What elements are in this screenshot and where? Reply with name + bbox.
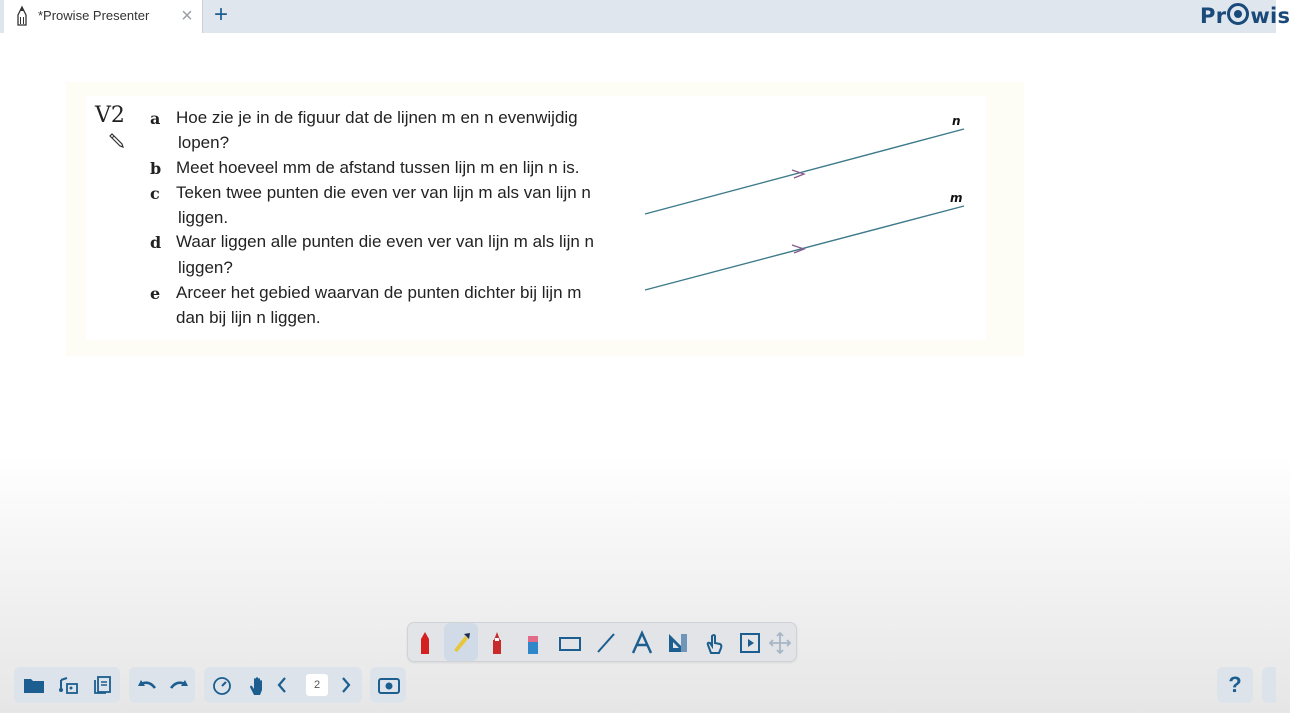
- logo-text-end: wis: [1250, 4, 1290, 28]
- screenshot-group: [370, 667, 406, 703]
- tool-palette: [407, 622, 797, 662]
- file-tools-group: [14, 667, 120, 703]
- question-c-line-2: liggen.: [178, 208, 229, 227]
- rectangle-icon: [559, 632, 581, 654]
- label-n: n: [952, 114, 961, 128]
- question-letter-e: e: [150, 284, 161, 303]
- question-c-line-1: Teken twee punten die even ver van lijn m als van lijn n: [176, 183, 591, 202]
- document-tab[interactable]: [4, 0, 203, 33]
- navigation-group: [204, 667, 362, 703]
- question-b-line-1: Meet hoeveel mm de afstand tussen lijn m en lijn n is.: [176, 158, 580, 177]
- frame-tool[interactable]: [732, 623, 766, 661]
- text-icon: [631, 632, 653, 654]
- line-tool[interactable]: [588, 623, 622, 661]
- question-letter-d: d: [150, 233, 162, 252]
- move-tool[interactable]: [762, 623, 796, 661]
- question-letter-b: b: [150, 159, 162, 178]
- page-number[interactable]: 2: [306, 674, 328, 696]
- move-icon: [769, 632, 791, 654]
- camera-icon: [378, 676, 400, 694]
- media-library-button[interactable]: [50, 667, 84, 703]
- undo-button[interactable]: [129, 667, 163, 703]
- screenshot-button[interactable]: [370, 667, 404, 703]
- pages-overview-button[interactable]: [84, 667, 118, 703]
- question-d-line-1: Waar liggen alle punten die even ver van lijn m als lijn n: [176, 232, 594, 251]
- title-bar: [0, 0, 1290, 33]
- eraser-icon: [523, 632, 543, 654]
- question-letter-c: c: [150, 184, 160, 203]
- timer-button[interactable]: [204, 667, 238, 703]
- text-tool[interactable]: [624, 623, 658, 661]
- parallel-lines-figure: [640, 108, 980, 304]
- media-icon: [58, 676, 78, 694]
- question-d-line-2: liggen?: [178, 258, 233, 277]
- prowise-logo: [1200, 3, 1290, 28]
- question-a-line-2: lopen?: [178, 133, 230, 152]
- geometry-tool[interactable]: [660, 623, 694, 661]
- dial-icon: [212, 676, 232, 696]
- chevron-left-icon: [276, 676, 288, 694]
- close-tab-icon[interactable]: ×: [181, 5, 193, 27]
- line-m: [645, 206, 964, 290]
- history-group: [129, 667, 195, 703]
- pages-icon: [92, 676, 112, 694]
- rectangle-tool[interactable]: [552, 623, 586, 661]
- previous-page-button[interactable]: [270, 667, 294, 703]
- next-page-button[interactable]: [334, 667, 358, 703]
- touch-tool[interactable]: [696, 623, 730, 661]
- red-pencil-icon: [415, 632, 435, 654]
- logo-o-mark: [1227, 3, 1249, 25]
- chevron-right-icon: [340, 676, 352, 694]
- red-pencil-tool[interactable]: [408, 623, 442, 661]
- frame-icon: [739, 632, 761, 654]
- marker-tool[interactable]: [480, 623, 514, 661]
- open-file-button[interactable]: [16, 667, 50, 703]
- redo-icon: [169, 676, 189, 694]
- help-button[interactable]: ?: [1217, 667, 1253, 703]
- line-n: [645, 129, 964, 214]
- hand-icon: [248, 676, 268, 696]
- geometry-triangle-icon: [667, 632, 689, 654]
- label-m: m: [950, 191, 963, 205]
- question-e-line-1: Arceer het gebied waarvan de punten dichter bij lijn m: [176, 283, 582, 302]
- exercise-number: V2: [95, 103, 125, 128]
- marker-icon: [487, 632, 507, 654]
- question-e-line-2: dan bij lijn n liggen.: [176, 308, 321, 327]
- pan-button[interactable]: [240, 667, 274, 703]
- eraser-tool[interactable]: [516, 623, 550, 661]
- highlighter-icon: [451, 632, 471, 654]
- logo-text-start: Pr: [1200, 4, 1227, 28]
- add-tab-button[interactable]: +: [213, 1, 228, 28]
- redo-button[interactable]: [161, 667, 195, 703]
- question-a-line-1: Hoe zie je in de figuur dat de lijnen m en n evenwijdig: [176, 108, 578, 127]
- folder-icon: [24, 676, 44, 694]
- line-icon: [595, 632, 617, 654]
- prowise-pen-icon: [16, 6, 28, 26]
- pencil-icon: [106, 130, 128, 152]
- highlighter-tool[interactable]: [444, 623, 478, 661]
- undo-icon: [137, 676, 157, 694]
- tab-title: *Prowise Presenter: [38, 8, 150, 23]
- question-letter-a: a: [150, 109, 161, 128]
- collapsed-side-button[interactable]: [1262, 667, 1276, 703]
- touch-gesture-icon: [703, 632, 725, 654]
